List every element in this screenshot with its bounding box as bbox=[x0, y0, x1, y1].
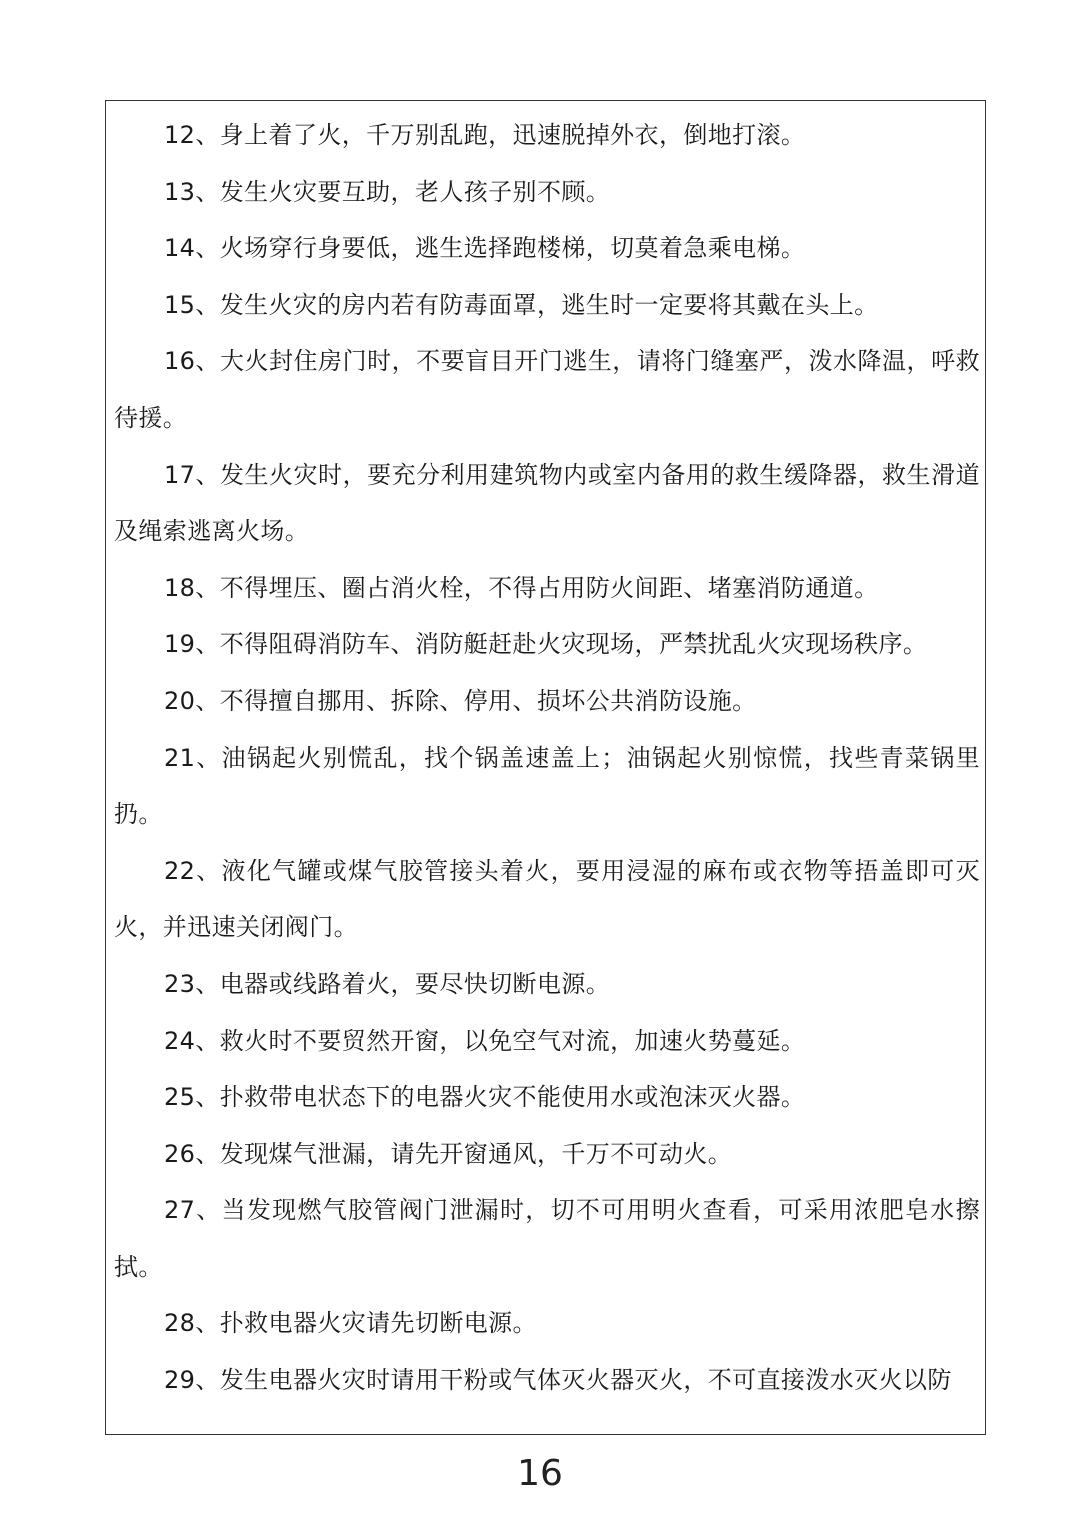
paragraph-28: 28、扑救电器火灾请先切断电源。 bbox=[164, 1309, 537, 1338]
paragraph-20: 20、不得擅自挪用、拆除、停用、损坏公共消防设施。 bbox=[164, 686, 757, 715]
text-body bbox=[114, 107, 980, 1409]
paragraph-25: 25、扑救带电状态下的电器火灾不能使用水或泡沫灭火器。 bbox=[164, 1083, 806, 1112]
paragraph-19: 19、不得阻碍消防车、消防艇赶赴火灾现场，严禁扰乱火灾现场秩序。 bbox=[164, 630, 928, 659]
paragraph-22: 22、液化气罐或煤气胶管接头着火，要用浸湿的麻布或衣物等捂盖即可灭火，并迅速关闭阀门。 bbox=[114, 856, 980, 942]
page-number: 16 bbox=[517, 1453, 563, 1494]
paragraph-26: 26、发现煤气泄漏，请先开窗通风，千万不可动火。 bbox=[164, 1139, 733, 1168]
paragraph-16: 16、大火封住房门时，不要盲目开门逃生，请将门缝塞严，泼水降温，呼救待援。 bbox=[114, 347, 980, 432]
paragraph-24: 24、救火时不要贸然开窗，以免空气对流，加速火势蔓延。 bbox=[164, 1026, 806, 1055]
paragraph-27: 27、当发现燃气胶管阀门泄漏时，切不可用明火查看，可采用浓肥皂水擦拭。 bbox=[114, 1196, 980, 1281]
paragraph-23: 23、电器或线路着火，要尽快切断电源。 bbox=[164, 969, 611, 998]
paragraph-18: 18、不得埋压、圈占消火栓，不得占用防火间距、堵塞消防通道。 bbox=[164, 573, 879, 602]
paragraph-13: 13、发生火灾要互助，老人孩子别不顾。 bbox=[164, 177, 611, 206]
paragraph-15: 15、发生火灾的房内若有防毒面罩，逃生时一定要将其戴在头上。 bbox=[164, 290, 879, 319]
paragraph-17: 17、发生火灾时，要充分利用建筑物内或室内备用的救生缓降器，救生滑道及绳索逃离火场。 bbox=[114, 460, 980, 546]
paragraph-21: 21、油锅起火别慌乱，找个锅盖速盖上；油锅起火别惊慌，找些青菜锅里扔。 bbox=[114, 743, 980, 829]
content-frame bbox=[105, 100, 986, 1435]
paragraph-12: 12、身上着了火，千万别乱跑，迅速脱掉外衣，倒地打滚。 bbox=[164, 121, 806, 149]
paragraph-14: 14、火场穿行身要低，逃生选择跑楼梯，切莫着急乘电梯。 bbox=[164, 234, 806, 263]
paragraph-29: 29、发生电器火灾时请用干粉或气体灭火器灭火，不可直接泼水灭火以防 bbox=[164, 1366, 952, 1395]
